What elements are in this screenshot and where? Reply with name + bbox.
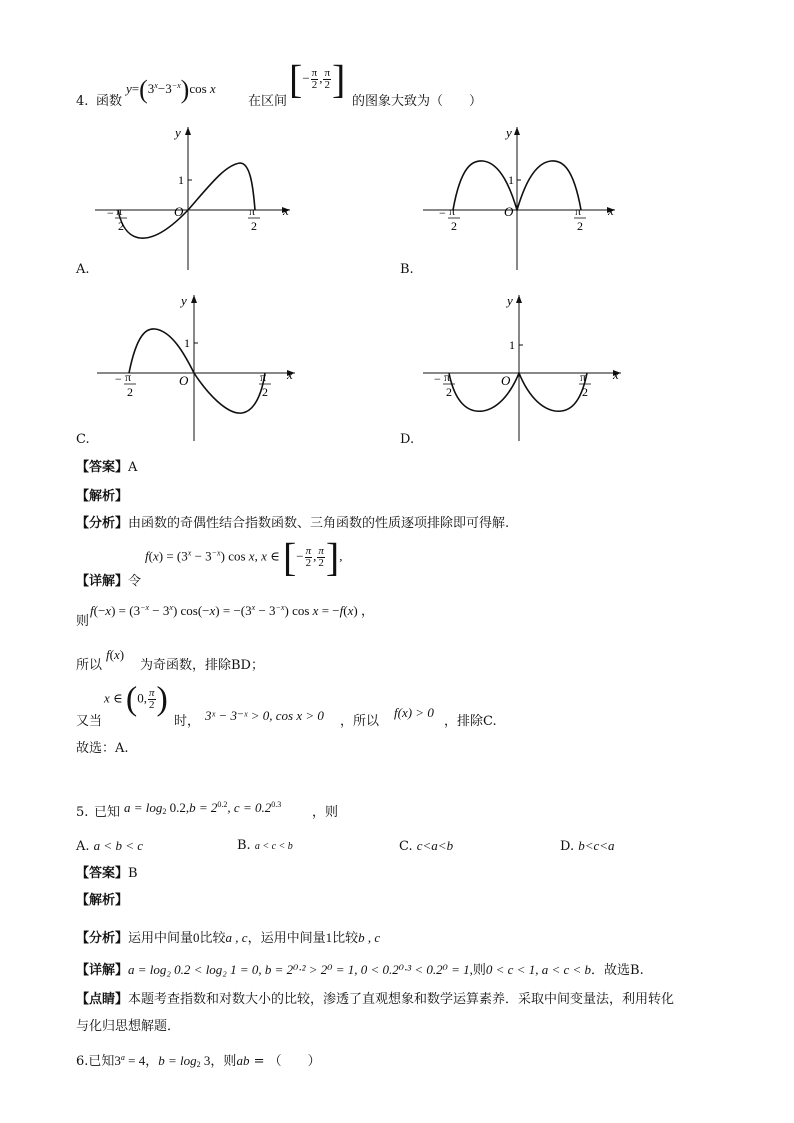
q5-dianjing: 【点睛】本题考查指数和对数大小的比较，渗透了直观想象和数学运算素养．采取中间变量法，利用转化 xyxy=(76,992,675,1007)
q5-dianjing-2: 与化归思想解题． xyxy=(76,1019,181,1034)
q4-stem-b: 在区间 xyxy=(248,94,288,109)
label-neg: − xyxy=(434,372,441,386)
q4-odd-text: 为奇函数，排除BD； xyxy=(140,658,264,673)
label-pi: π xyxy=(249,204,256,218)
graph-b xyxy=(423,125,623,270)
label-x: x xyxy=(613,367,619,382)
q4-interval: [− $\frac{\pi}{2}$ , $\frac{\pi}{2}$ ] xyxy=(289,56,346,102)
q4-function-expression: $y=(3^x-3^{-x})\cos$ x xyxy=(126,75,216,104)
label-pi: π xyxy=(444,370,451,384)
option-a-label: A. xyxy=(76,262,90,277)
q5-fenxi: 【分析】运用中间量0比较a , c，运用中间量1比较b , c xyxy=(76,930,381,946)
graph-b-axes xyxy=(423,127,615,270)
label-y: y xyxy=(507,293,513,308)
label-x: x xyxy=(287,367,293,382)
option-c-label: C. xyxy=(76,432,90,447)
graph-a-axes xyxy=(95,127,290,270)
label-y: y xyxy=(181,293,187,308)
q5-answer: 【答案】B xyxy=(76,866,138,881)
graph-c-curve xyxy=(129,329,265,413)
label-neg: − xyxy=(115,372,122,386)
label-two: 2 xyxy=(582,385,588,399)
label-neg: − xyxy=(107,206,114,220)
option-b-label: B. xyxy=(400,262,414,277)
label-two: 2 xyxy=(577,219,583,233)
label-two: 2 xyxy=(127,385,133,399)
label-two: 2 xyxy=(118,219,124,233)
q5-option-a: A. a < b < c xyxy=(76,838,143,854)
q5-definitions: $a = \log_2 0.2,b = 2^{0.2}$, $c = 0.2^{0.3}$ xyxy=(124,800,282,816)
q4-x-interval: x ∈ (0, $\frac{\pi}{2}$ ) xyxy=(104,680,168,718)
q4-paichu-c: ，排除C. xyxy=(444,714,497,729)
graph-d-axes xyxy=(423,295,621,441)
q5-number: 5. xyxy=(76,805,89,820)
q4-detail-suoyi: 所以 xyxy=(76,658,103,673)
q6-stem: 6.已知$3^a = 4$，$b = \log_2 3$，则ab = （ ） xyxy=(76,1053,321,1069)
label-one: 1 xyxy=(178,173,184,187)
label-o: O xyxy=(174,204,184,219)
label-o: O xyxy=(501,373,511,388)
q5-option-b: B. a < c < b xyxy=(237,838,293,853)
q4-analysis-tag: 【解析】 xyxy=(76,489,129,504)
q4-answer: 【答案】A xyxy=(76,460,138,475)
q5-analysis-tag: 【解析】 xyxy=(76,893,129,908)
q4-shi: 时， xyxy=(174,714,201,729)
graph-a-curve xyxy=(118,163,255,238)
q5-detail: 【详解】a = log₂ 0.2 < log₂ 1 = 0, b = 2⁰·² > 2⁰ = 1, 0 < 0.2⁰·³ < 0.2⁰ = 1,则0 < c < 1, a < c < b．故选B. xyxy=(76,962,644,978)
label-pi: π xyxy=(125,370,132,384)
q4-detail-ling: 【详解】令 xyxy=(76,574,142,589)
q4-fenxi: 【分析】由函数的奇偶性结合指数函数、三角函数的性质逐项排除即可得解. xyxy=(76,516,510,531)
graph-c xyxy=(97,293,307,443)
q4-guxuan: 故选：A. xyxy=(76,741,129,756)
label-two: 2 xyxy=(262,385,268,399)
q4-fx-definition: $f(x) = (3^x - 3^{-x})$ cos x, x ∈ [− $\frac{\pi}{2}$ , $\frac{\pi}{2}$ ], xyxy=(145,534,343,580)
label-pi: π xyxy=(580,370,587,384)
label-one: 1 xyxy=(184,336,190,350)
label-x: x xyxy=(608,203,614,218)
label-two: 2 xyxy=(251,219,257,233)
q4-youdang: 又当 xyxy=(76,714,103,729)
graph-d xyxy=(423,293,633,443)
option-d-label: D. xyxy=(400,432,415,447)
q4-fx-symbol: f(x) xyxy=(106,647,125,662)
label-pi: π xyxy=(449,204,456,218)
label-pi: π xyxy=(575,204,582,218)
q4-stem-a: 函数 xyxy=(96,94,123,109)
label-y: y xyxy=(175,125,181,140)
q5-option-d: D. b<c<a xyxy=(560,838,615,854)
q5-stem-ze: ，则 xyxy=(312,805,339,820)
q4-detail-ze: 则 xyxy=(76,614,90,629)
q5-stem-a: 已知 xyxy=(94,805,121,820)
q4-odd-derivation: $f(-x) = (3^{-x} - 3^x) \cos(-x) = -(3^x - 3^{-x})$ cos x = −f(x) ， xyxy=(90,603,374,618)
graph-d-curve xyxy=(449,373,587,411)
label-pi: π xyxy=(116,204,123,218)
q4-stem-c: 的图象大致为（ ） xyxy=(352,94,483,109)
label-o: O xyxy=(504,204,514,219)
graph-c-axes xyxy=(97,295,295,441)
label-two: 2 xyxy=(446,385,452,399)
label-x: x xyxy=(283,203,289,218)
label-o: O xyxy=(179,373,189,388)
label-pi: π xyxy=(260,370,267,384)
label-one: 1 xyxy=(509,338,515,352)
label-one: 1 xyxy=(508,173,514,187)
q5-option-c: C. c<a<b xyxy=(399,838,454,854)
graph-a xyxy=(95,125,295,270)
q4-number: 4. xyxy=(76,94,89,109)
q4-suoyi2: ，所以 xyxy=(340,714,380,729)
label-neg: − xyxy=(439,206,446,220)
q4-condition: 3ˣ − 3⁻ˣ > 0, cos x > 0 xyxy=(205,708,324,723)
label-two: 2 xyxy=(451,219,457,233)
label-y: y xyxy=(506,125,512,140)
q4-fx-positive: f(x) > 0 xyxy=(394,705,434,720)
